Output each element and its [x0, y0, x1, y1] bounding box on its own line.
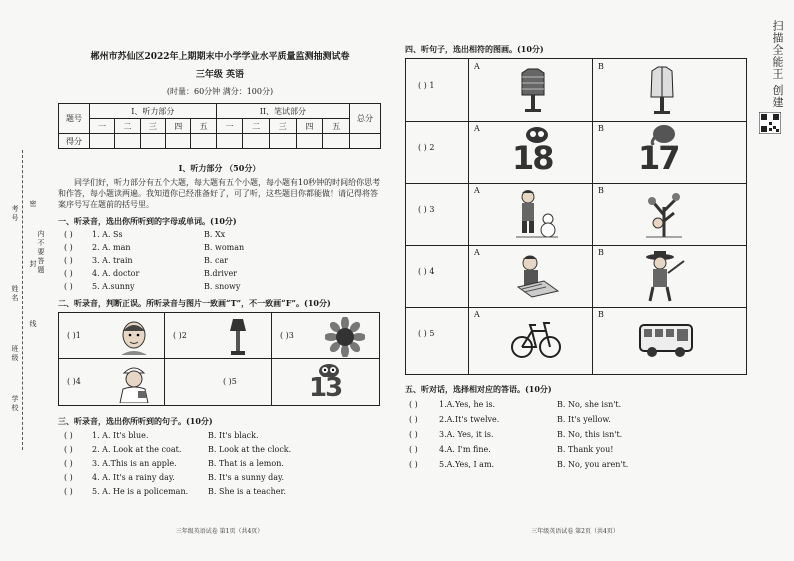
option-a: 2. A. Look at the coat. — [92, 445, 182, 454]
option-b: B. No, this isn't. — [557, 430, 623, 439]
boy-reading-picture — [514, 251, 562, 303]
answer-bracket[interactable]: ( ) — [409, 400, 418, 409]
answer-bracket[interactable]: ( ) — [64, 230, 73, 239]
snowman-child-picture — [514, 187, 558, 241]
q4-label-a: A — [474, 248, 480, 257]
score-num: 三 — [140, 119, 165, 134]
option-a: 1.A.Yes, he is. — [439, 400, 496, 409]
number-13: 13 — [309, 373, 342, 403]
score-table — [58, 103, 381, 149]
owl-18-picture — [506, 123, 566, 181]
farmer-picture — [638, 249, 688, 303]
option-a: 1. A. Ss — [92, 230, 123, 239]
answer-bracket[interactable]: ( ) — [64, 431, 73, 440]
sunflower-picture — [325, 317, 365, 357]
grade-subject: 三年级 英语 — [195, 70, 245, 80]
answer-bracket[interactable]: ( ) — [64, 445, 73, 454]
seal-char-7: 答 — [37, 257, 45, 266]
score-num: 二 — [115, 119, 140, 134]
score-header-writing: II、笔试部分 — [216, 104, 349, 119]
option-a: 4. A. doctor — [92, 269, 140, 278]
answer-bracket[interactable]: ( ) — [64, 473, 73, 482]
q3-list — [64, 431, 384, 501]
option-a: 3. A. train — [92, 256, 133, 265]
seal-line — [22, 150, 23, 450]
answer-bracket[interactable]: ( ) — [64, 269, 73, 278]
scanner-watermark: 扫描全能王 创建 — [771, 20, 784, 109]
option-a: 4. A. It's a rainy day. — [92, 473, 175, 482]
q4-label-a: A — [474, 186, 480, 195]
option-b: B. Look at the clock. — [208, 445, 292, 454]
side-label-exam-number: 考号 — [11, 205, 19, 223]
score-num: 五 — [323, 119, 350, 134]
qr-code-icon — [759, 112, 781, 134]
q4-answer-3[interactable]: ( ) 3 — [418, 205, 435, 214]
score-num: 三 — [269, 119, 296, 134]
q4-label-b: B — [598, 248, 604, 257]
score-num: 一 — [216, 119, 243, 134]
side-label-name: 姓名 — [11, 285, 19, 303]
option-a: 5. A. He is a policeman. — [92, 487, 189, 496]
option-b: B. Thank you! — [557, 445, 614, 454]
seal-char-1: 密 — [29, 200, 37, 209]
right-page — [397, 0, 794, 561]
number-18: 18 — [512, 139, 553, 177]
score-num: 五 — [191, 119, 216, 134]
q4-answer-1[interactable]: ( ) 1 — [418, 81, 435, 90]
option-a: 1. A. It's blue. — [92, 431, 149, 440]
q2-answer-2[interactable]: ( )2 — [173, 331, 187, 340]
q4-label-a: A — [474, 62, 480, 71]
score-num: 一 — [90, 119, 115, 134]
score-num: 四 — [296, 119, 323, 134]
q2-answer-4[interactable]: ( )4 — [67, 377, 81, 386]
option-b: B. It's yellow. — [557, 415, 611, 424]
q1-list — [64, 230, 384, 295]
answer-bracket[interactable]: ( ) — [64, 282, 73, 291]
answer-bracket[interactable]: ( ) — [409, 445, 418, 454]
score-table-label: 题号 — [59, 104, 90, 134]
option-a: 5.A.Yes, I am. — [439, 460, 495, 469]
seal-char-2: 封 — [29, 260, 37, 269]
option-a: 3.A. Yes, it is. — [439, 430, 494, 439]
seal-char-3: 线 — [29, 320, 37, 329]
score-header-listening: I、听力部分 — [90, 104, 217, 119]
bus-picture — [638, 319, 694, 361]
q4-label-b: B — [598, 62, 604, 71]
sweater-picture — [518, 65, 548, 115]
score-num: 二 — [243, 119, 270, 134]
option-b: B.driver — [204, 269, 238, 278]
option-b: B. She is a teacher. — [208, 487, 286, 496]
q2-answer-5[interactable]: ( )5 — [223, 377, 237, 386]
q4-answer-2[interactable]: ( ) 2 — [418, 143, 435, 152]
q4-answer-5[interactable]: ( ) 5 — [418, 329, 435, 338]
q2-answer-3[interactable]: ( )3 — [280, 331, 294, 340]
answer-bracket[interactable]: ( ) — [409, 430, 418, 439]
seal-char-4: 内 — [37, 230, 45, 239]
answer-bracket[interactable]: ( ) — [64, 459, 73, 468]
q4-label-b: B — [598, 124, 604, 133]
page-footer: 三年级英语试卷 第2页（共4页） — [531, 528, 619, 535]
option-a: 5. A.sunny — [92, 282, 135, 291]
q4-answer-4[interactable]: ( ) 4 — [418, 267, 435, 276]
exam-title: 郴州市苏仙区2022年上期期末中小学学业水平质量监测抽测试卷 — [90, 52, 350, 62]
option-b: B. car — [204, 256, 229, 265]
q4-label-a: A — [474, 124, 480, 133]
option-a: 3. A.This is an apple. — [92, 459, 177, 468]
option-a: 2.A.It's twelve. — [439, 415, 500, 424]
q4-label-a: A — [474, 310, 480, 319]
q4-title: 四、听句子，选出相符的图画。(10分) — [405, 44, 544, 54]
side-label-class: 班级 — [11, 345, 19, 363]
answer-bracket[interactable]: ( ) — [64, 487, 73, 496]
seal-char-5: 不 — [37, 239, 45, 248]
answer-bracket[interactable]: ( ) — [409, 460, 418, 469]
answer-bracket[interactable]: ( ) — [409, 415, 418, 424]
q5-title: 五、听对话，选择相对应的答语。(10分) — [405, 384, 552, 394]
option-b: B. Xx — [204, 230, 226, 239]
man-face-picture — [117, 319, 151, 355]
option-a: 2. A. man — [92, 243, 131, 252]
number-17: 17 — [638, 139, 679, 177]
option-b: B. No, you aren't. — [557, 460, 629, 469]
section-listening-title: I、听力部分 （50分） — [178, 163, 261, 173]
option-b: B. It's a sunny day. — [208, 473, 285, 482]
q2-grid — [58, 312, 380, 406]
tree-picture — [642, 187, 686, 241]
listening-intro: 同学们好，听力部分有五个大题，每大题有五个小题，每小题有10秒钟的时间给你思考和作答，每小题读两遍。我知道你已经准备好了，可了听，这些题目你都能做！请记得将答案序号写在题前的括号里。 — [58, 178, 381, 209]
option-b: B. snowy — [204, 282, 241, 291]
coat-picture — [646, 63, 678, 117]
answer-bracket[interactable]: ( ) — [64, 243, 73, 252]
q2-title: 二、听录音，判断正误。所听录音与图片一致画“T”，不一致画“F”。(10分) — [58, 298, 331, 308]
owl-number-picture — [299, 361, 359, 403]
q2-answer-1[interactable]: ( )1 — [67, 331, 81, 340]
option-b: B. That is a lemon. — [208, 459, 284, 468]
q1-title: 一、听录音，选出你所听到的字母或单词。(10分) — [58, 216, 237, 226]
q4-label-b: B — [598, 186, 604, 195]
elephant-17-picture — [630, 123, 692, 181]
page-footer: 三年级英语试卷 第1页（共4页） — [175, 528, 264, 535]
seal-char-8: 题 — [37, 266, 45, 275]
seal-char-6: 要 — [37, 248, 45, 257]
option-b: B. It's black. — [208, 431, 259, 440]
option-a: 4.A. I'm fine. — [439, 445, 491, 454]
q3-title: 三、听录音，选出你所听到的句子。(10分) — [58, 416, 213, 426]
option-b: B. No, she isn't. — [557, 400, 622, 409]
q5-list — [409, 400, 749, 475]
doctor-picture — [115, 363, 153, 403]
side-label-school: 学校 — [11, 395, 19, 413]
score-header-total: 总分 — [350, 104, 381, 134]
option-b: B. woman — [204, 243, 245, 252]
answer-bracket[interactable]: ( ) — [64, 256, 73, 265]
score-num: 四 — [166, 119, 191, 134]
bike-picture — [510, 317, 562, 361]
q4-grid — [405, 58, 747, 375]
lamp-picture — [225, 317, 251, 357]
score-row-label: 得分 — [59, 134, 90, 149]
q4-label-b: B — [598, 310, 604, 319]
time-info: (时量：60分钟 满分：100分) — [166, 87, 274, 96]
